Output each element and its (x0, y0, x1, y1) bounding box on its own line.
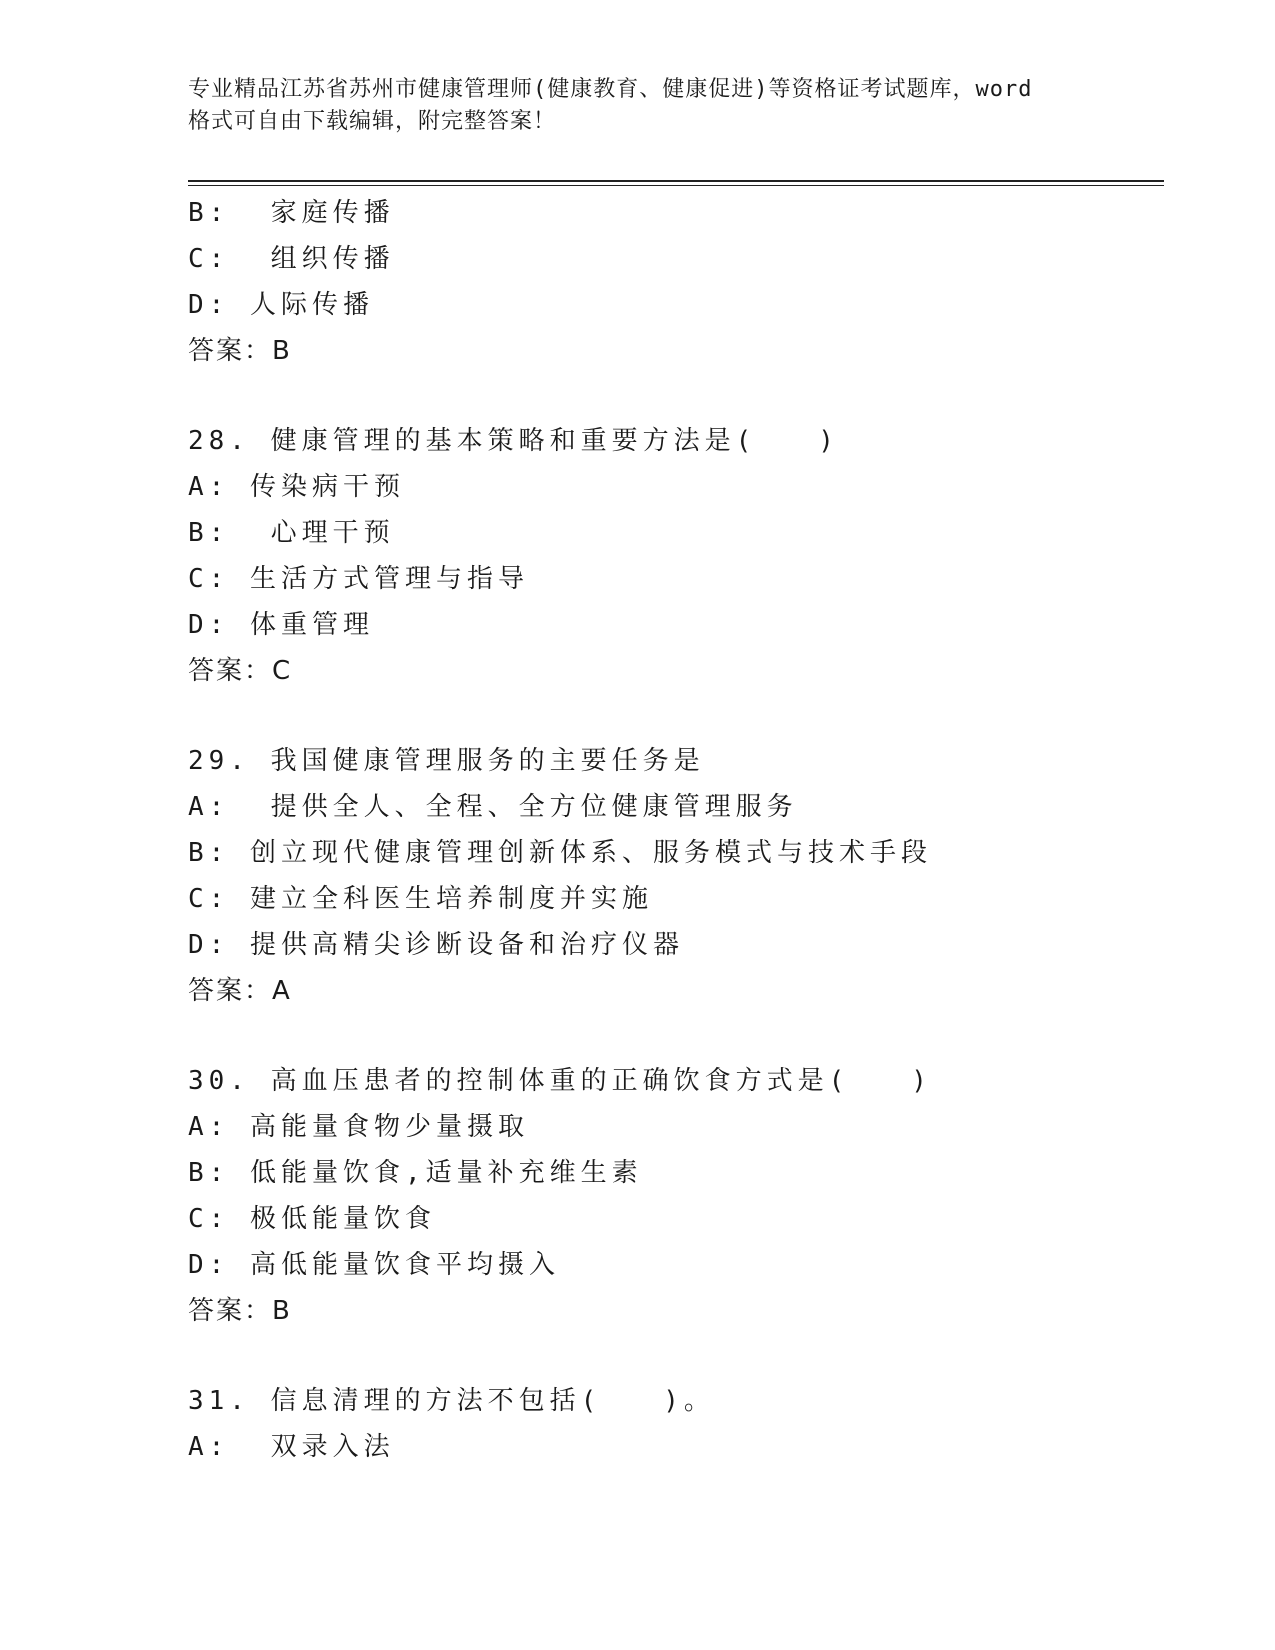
option-b: B: 创立现代健康管理创新体系、服务模式与技术手段 (188, 838, 932, 868)
header-line-1: 专业精品江苏省苏州市健康管理师(健康教育、健康促进)等资格证考试题库，word (188, 77, 1033, 102)
question-30 (188, 1058, 1148, 1334)
question-stem: 28. 健康管理的基本策略和重要方法是( ) (188, 426, 839, 456)
spacer (188, 1334, 1148, 1378)
option-c: C: 建立全科医生培养制度并实施 (188, 884, 653, 914)
answer-line: 答案：B (188, 1296, 292, 1326)
spacer (188, 374, 1148, 418)
option-d: D: 人际传播 (188, 290, 374, 320)
option-a: A: 提供全人、全程、全方位健康管理服务 (188, 792, 798, 822)
answer-line: 答案：C (188, 656, 293, 686)
header-line-2: 格式可自由下载编辑，附完整答案！ (188, 109, 557, 134)
option-d: D: 高低能量饮食平均摄入 (188, 1250, 560, 1280)
option-a: A: 双录入法 (188, 1432, 395, 1462)
continued-question (188, 190, 1148, 374)
document-header (188, 74, 1108, 138)
header-rule-thin (188, 185, 1164, 186)
question-28 (188, 418, 1148, 694)
question-stem: 30. 高血压患者的控制体重的正确饮食方式是( ) (188, 1066, 932, 1096)
option-d: D: 提供高精尖诊断设备和治疗仪器 (188, 930, 684, 960)
question-29 (188, 738, 1148, 1014)
spacer (188, 1014, 1148, 1058)
question-stem: 31. 信息清理的方法不包括( )。 (188, 1386, 715, 1416)
header-rule-thick (188, 180, 1164, 182)
option-c: C: 极低能量饮食 (188, 1204, 436, 1234)
question-content (188, 190, 1148, 1470)
option-b: B: 家庭传播 (188, 198, 395, 228)
option-c: C: 组织传播 (188, 244, 395, 274)
option-d: D: 体重管理 (188, 610, 374, 640)
question-31 (188, 1378, 1148, 1470)
answer-line: 答案：A (188, 976, 292, 1006)
option-a: A: 高能量食物少量摄取 (188, 1112, 529, 1142)
option-a: A: 传染病干预 (188, 472, 405, 502)
spacer (188, 694, 1148, 738)
option-b: B: 心理干预 (188, 518, 395, 548)
question-stem: 29. 我国健康管理服务的主要任务是 (188, 746, 705, 776)
option-b: B: 低能量饮食,适量补充维生素 (188, 1158, 643, 1188)
option-c: C: 生活方式管理与指导 (188, 564, 529, 594)
answer-line: 答案：B (188, 336, 292, 366)
